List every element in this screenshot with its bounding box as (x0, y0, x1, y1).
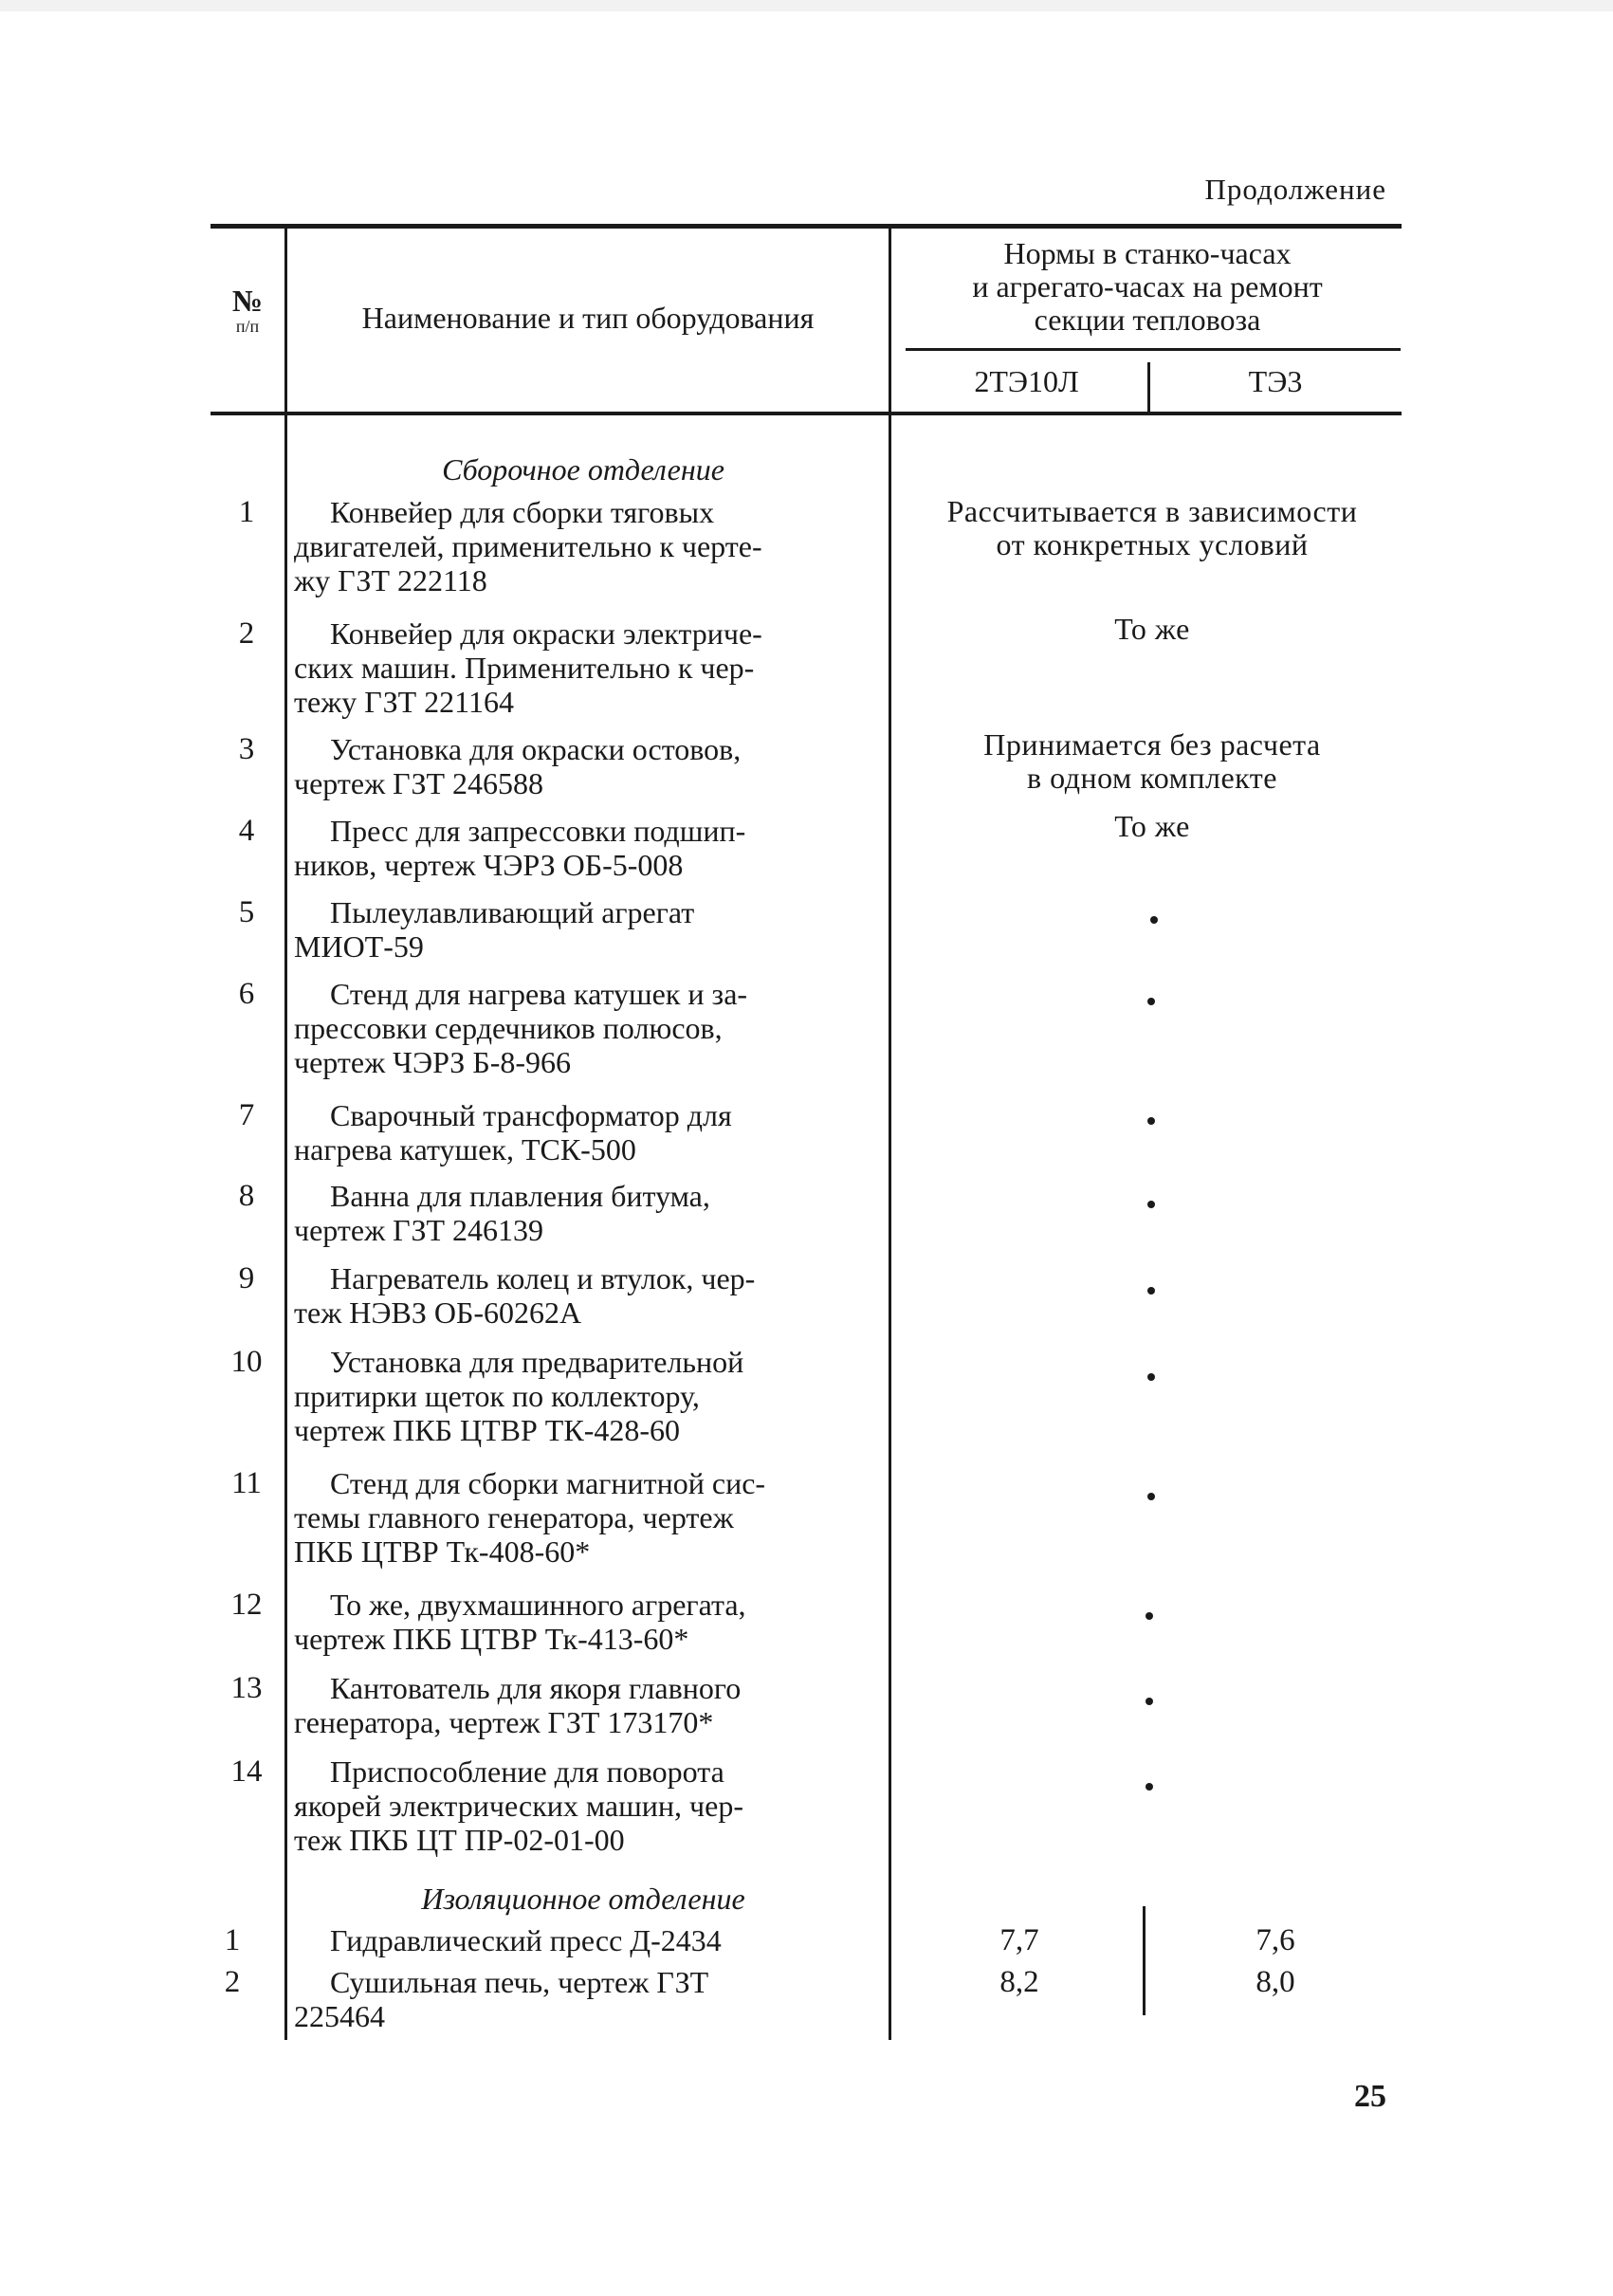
name-line: ников, чертеж ЧЭРЗ ОБ-5-008 (294, 848, 684, 882)
row-number: 1 (238, 495, 255, 529)
row-number: 13 (230, 1671, 263, 1705)
ditto-mark (1147, 1287, 1155, 1295)
norm-text (896, 728, 1408, 795)
row-number: 11 (231, 1466, 262, 1500)
ditto-mark (1147, 1493, 1155, 1500)
norm-line: То же (1114, 612, 1190, 646)
name-line: чертеж ГЗТ 246588 (294, 766, 544, 800)
name-line: Кантователь для якоря главного (330, 1671, 742, 1705)
row-number: 6 (238, 977, 255, 1011)
header-bottom-rule (211, 412, 1402, 415)
name-line: якорей электрических машин, чер- (294, 1789, 743, 1823)
name-line: Конвейер для сборки тяговых (330, 495, 715, 529)
row-number: 2 (238, 616, 255, 651)
equipment-name (294, 1345, 872, 1447)
value-te3: 8,0 (1256, 1965, 1295, 1999)
equipment-name (294, 1671, 872, 1739)
row-number: 3 (238, 732, 255, 766)
name-line: чертеж ЧЭРЗ Б-8-966 (294, 1045, 571, 1079)
equipment-name (294, 732, 872, 800)
name-line: двигателей, применительно к черте- (294, 529, 762, 563)
norms-header-line2: и агрегато-часах на ремонт (972, 269, 1323, 303)
norm-text (896, 495, 1408, 561)
ditto-mark (1147, 1201, 1155, 1208)
norm-line: Рассчитывается в зависимости (946, 494, 1358, 528)
name-line: МИОТ-59 (294, 929, 424, 964)
name-line: Конвейер для окраски электриче- (330, 616, 762, 651)
name-line: Пресс для запрессовки подшип- (330, 814, 746, 848)
name-line: 225464 (294, 1999, 385, 2033)
column-te3-header: ТЭ3 (1248, 364, 1303, 398)
name-line: теж ПКБ ЦТ ПР-02-01-00 (294, 1823, 625, 1857)
row-number: 1 (224, 1923, 241, 1957)
column-2te10l-header: 2ТЭ10Л (974, 364, 1079, 398)
equipment-name (294, 977, 872, 1079)
row-number: 4 (238, 814, 255, 848)
norms-header-line1: Нормы в станко-часах (1003, 236, 1292, 270)
continued-label: Продолжение (1204, 173, 1386, 206)
name-line: жу ГЗТ 222118 (294, 563, 487, 597)
name-line: притирки щеток по коллектору, (294, 1379, 700, 1413)
row-number: 12 (230, 1588, 263, 1622)
equipment-name (294, 1754, 872, 1857)
name-line: Сушильная печь, чертеж ГЗТ (330, 1965, 709, 1999)
name-line: генератора, чертеж ГЗТ 173170* (294, 1705, 714, 1739)
norms-subcolumn-divider (1147, 362, 1150, 412)
equipment-name (294, 1466, 872, 1569)
equipment-name (294, 1923, 872, 1957)
equipment-name (294, 1965, 872, 2033)
page-number: 25 (1354, 2079, 1386, 2114)
equipment-name (294, 616, 872, 719)
name-line: Ванна для плавления битума, (330, 1179, 710, 1213)
value-te3: 7,6 (1256, 1923, 1295, 1957)
name-line: чертеж ПКБ ЦТВР Тк-413-60* (294, 1622, 689, 1656)
row-number: 2 (224, 1965, 241, 1999)
name-line: Стенд для нагрева катушек и за- (330, 977, 748, 1011)
name-column-divider (889, 229, 891, 2040)
row-number: 9 (238, 1261, 255, 1295)
name-line: чертеж ГЗТ 246139 (294, 1213, 544, 1247)
page-top-edge (0, 0, 1613, 11)
name-line: нагрева катушек, ТСК-500 (294, 1132, 636, 1166)
num-header-label: № (231, 284, 264, 318)
equipment-name (294, 1588, 872, 1656)
equipment-name (294, 895, 872, 964)
name-line: Сварочный трансформатор для (330, 1098, 732, 1132)
norms-header (896, 237, 1399, 337)
value-2te10l: 8,2 (999, 1965, 1039, 1999)
name-line: Пылеулавливающий агрегат (330, 895, 695, 929)
row-number: 14 (230, 1754, 263, 1789)
table-top-rule (211, 224, 1402, 229)
norm-text (896, 810, 1408, 843)
ditto-mark (1150, 916, 1158, 924)
ditto-mark (1147, 1373, 1155, 1381)
name-line: Установка для предварительной (330, 1345, 744, 1379)
row-number: 10 (230, 1345, 263, 1379)
norm-text (896, 613, 1408, 646)
section-title-insulation: Изоляционное отделение (421, 1882, 745, 1916)
name-line: ПКБ ЦТВР Тк-408-60* (294, 1534, 591, 1569)
row-number: 8 (238, 1179, 255, 1213)
ditto-mark (1146, 1612, 1153, 1620)
norms-header-line3: секции тепловоза (1034, 303, 1261, 337)
name-line: Установка для окраски остовов, (330, 732, 742, 766)
ditto-mark (1146, 1783, 1153, 1791)
norms-subheader-rule (906, 348, 1401, 351)
ditto-mark (1147, 1117, 1155, 1125)
name-line: тежу ГЗТ 221164 (294, 685, 514, 719)
equipment-name (294, 1261, 872, 1330)
name-line: Гидравлический пресс Д-2434 (330, 1923, 722, 1957)
values-subcolumn-divider (1143, 1906, 1146, 2015)
name-line: То же, двухмашинного агрегата, (330, 1588, 746, 1622)
equipment-name (294, 1179, 872, 1247)
num-column-divider (284, 229, 287, 2040)
equipment-name (294, 814, 872, 882)
ditto-mark (1146, 1698, 1153, 1705)
num-header-sub: п/п (235, 317, 260, 336)
norm-line: Принимается без расчета (983, 727, 1321, 762)
name-line: прессовки сердечников полюсов, (294, 1011, 723, 1045)
num-header (211, 285, 284, 335)
name-line: ских машин. Применительно к чер- (294, 651, 755, 685)
value-2te10l: 7,7 (999, 1923, 1039, 1957)
ditto-mark (1147, 998, 1155, 1005)
name-line: Стенд для сборки магнитной сис- (330, 1466, 766, 1500)
norm-line: То же (1114, 809, 1190, 843)
section-title-assembly: Сборочное отделение (442, 452, 724, 487)
norm-line: от конкретных условий (996, 527, 1309, 561)
name-line: Приспособление для поворота (330, 1754, 724, 1789)
row-number: 5 (238, 895, 255, 929)
name-line: теж НЭВЗ ОБ-60262А (294, 1295, 582, 1330)
equipment-name (294, 1098, 872, 1166)
row-number: 7 (238, 1098, 255, 1132)
equipment-name (294, 495, 872, 597)
norm-line: в одном комплекте (1027, 761, 1277, 795)
name-header: Наименование и тип оборудования (361, 301, 815, 335)
name-line: Нагреватель колец и втулок, чер- (330, 1261, 756, 1295)
name-line: темы главного генератора, чертеж (294, 1500, 734, 1534)
name-line: чертеж ПКБ ЦТВР ТК-428-60 (294, 1413, 680, 1447)
